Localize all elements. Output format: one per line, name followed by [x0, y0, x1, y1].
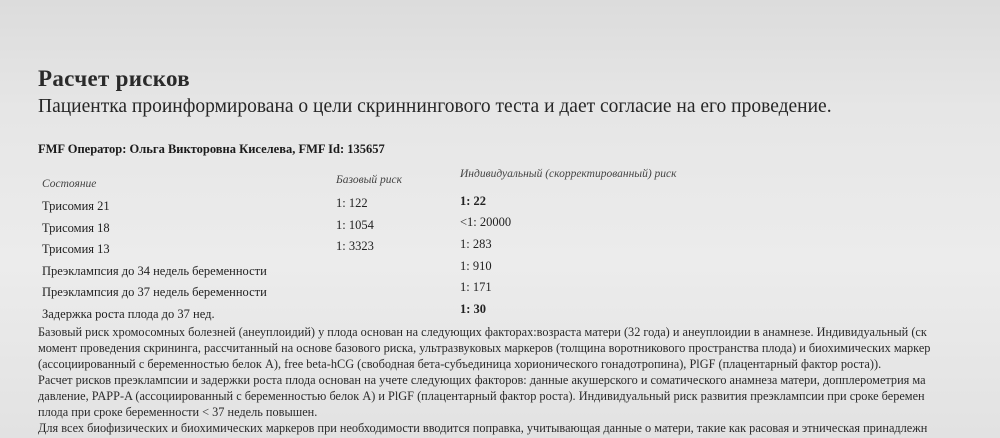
row-condition: Трисомия 13 [42, 242, 110, 256]
header-base-risk: Базовый риск [336, 174, 403, 186]
row-individual-risk: 1: 171 [460, 280, 492, 294]
page-title: Расчет рисков [38, 66, 190, 91]
row-individual-risk: <1: 20000 [460, 215, 512, 229]
row-condition: Преэклампсия до 34 недель беременности [42, 264, 267, 278]
consent-statement: Пациентка проинформирована о цели скриннингового теста и дает согласие на его проведение. [38, 96, 832, 117]
operator-line: FMF Оператор: Ольга Викторовна Киселева, FMF Id: 135657 [38, 142, 385, 156]
row-individual-risk: 1: 910 [460, 259, 492, 273]
row-base-risk: 1: 1054 [336, 218, 374, 232]
note-line: момент проведения скрининга, рассчитанный на основе базового риска, ультразвуковых маркеров (толщина воротникового пространства плода) и биохимических маркер [38, 341, 931, 355]
header-condition: Состояние [42, 178, 97, 190]
row-base-risk: 1: 122 [336, 196, 368, 210]
note-line: давление, PAPP-A (ассоциированный с беременностью белок А) и PlGF (плацентарный фактор роста). Индивидуальный риск развития преэклампсии при сроке беремен [38, 389, 925, 403]
row-condition: Трисомия 21 [42, 199, 110, 213]
note-line: Базовый риск хромосомных болезней (анеуплоидий) у плода основан на следующих факторах:возраста матери (32 года) и анеуплоидии в анамнезе. Индивидуальный (ск [38, 325, 927, 339]
note-line: плода при сроке беременности < 37 недель повышен. [38, 405, 318, 419]
header-individual-risk: Индивидуальный (скорректированный) риск [460, 168, 677, 180]
row-individual-risk: 1: 30 [460, 302, 487, 316]
row-individual-risk: 1: 283 [460, 237, 492, 251]
row-condition: Задержка роста плода до 37 нед. [42, 307, 215, 321]
note-line: Расчет рисков преэклампсии и задержки роста плода основан на учете следующих факторов: данные акушерского и соматического анамнеза матери, допплерометрия ма [38, 373, 926, 387]
note-line: Для всех биофизических и биохимических маркеров при необходимости вводится поправка, учитывающая данные о матери, такие как расовая и этническая принадлежн [38, 421, 928, 435]
row-condition: Трисомия 18 [42, 221, 110, 235]
row-base-risk: 1: 3323 [336, 239, 374, 253]
row-individual-risk: 1: 22 [460, 194, 487, 208]
row-condition: Преэклампсия до 37 недель беременности [42, 285, 267, 299]
note-line: (ассоциированный с беременностью белок А), free beta-hCG (свободная бета-субъединица хорионического гонадотропина), PlGF (плацентарный фактор роста)). [38, 357, 882, 371]
